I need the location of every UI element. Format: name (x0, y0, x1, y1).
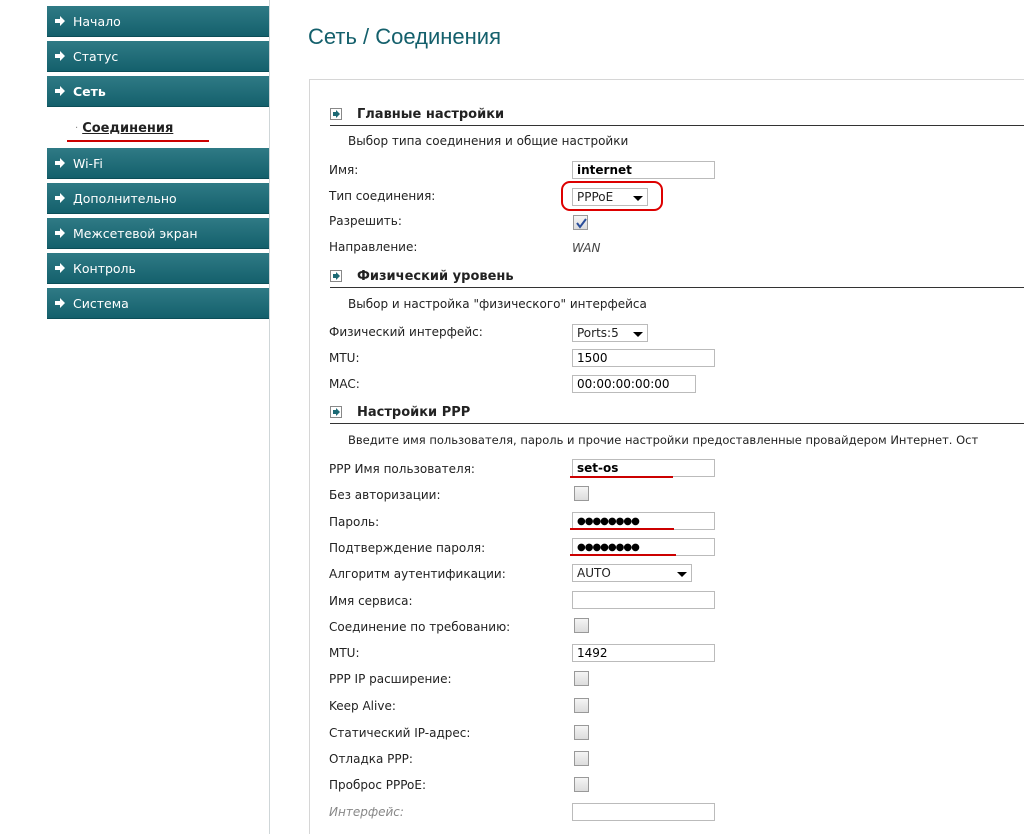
sidebar-subitem-label: Соединения (82, 120, 174, 136)
on-demand-label: Соединение по требованию: (329, 620, 511, 634)
chevron-down-icon (677, 572, 687, 577)
sidebar-divider (269, 0, 270, 834)
checkmark-icon (574, 216, 589, 231)
section-title: Физический уровень (357, 268, 514, 284)
on-demand-checkbox[interactable] (574, 618, 589, 633)
sidebar-subitem-connections[interactable] (47, 110, 269, 146)
section-description: Выбор и настройка "физического" интерфейса (348, 297, 647, 311)
static-ip-label: Статический IP-адрес: (329, 726, 471, 740)
auth-algorithm-value: AUTO (577, 566, 611, 580)
ppp-debug-label: Отладка PPP: (329, 752, 413, 766)
section-expand-icon (330, 108, 342, 120)
sidebar-item-label: Начало (73, 13, 121, 29)
enable-label: Разрешить: (329, 214, 402, 228)
sidebar-item-label: Статус (73, 48, 119, 64)
connection-type-value: PPPoE (577, 190, 614, 204)
section-description: Введите имя пользователя, пароль и прочие настройки предоставленные провайдером Интернет. Ост (348, 433, 979, 447)
physical-interface-label: Физический интерфейс: (329, 325, 483, 339)
mtu-input[interactable] (572, 349, 715, 367)
sidebar-item-firewall[interactable] (47, 218, 269, 249)
mtu-label: MTU: (329, 351, 360, 365)
sidebar-item-label: Система (73, 295, 129, 311)
sidebar-item-label: Межсетевой экран (73, 225, 198, 241)
keep-alive-label: Keep Alive: (329, 699, 396, 713)
arrow-right-icon (55, 86, 65, 96)
arrow-right-icon (55, 263, 65, 273)
arrow-right-icon (55, 51, 65, 61)
sidebar (47, 0, 271, 834)
section-description: Выбор типа соединения и общие настройки (348, 134, 629, 148)
arrow-right-icon (55, 298, 65, 308)
connection-type-label: Тип соединения: (329, 189, 436, 203)
chevron-down-icon (633, 332, 643, 337)
ppp-ip-ext-label: PPP IP расширение: (329, 672, 452, 686)
pppoe-passthrough-checkbox[interactable] (574, 777, 589, 792)
sidebar-item-control[interactable] (47, 253, 269, 284)
ppp-mtu-input[interactable] (572, 644, 715, 662)
enable-checkbox[interactable] (573, 215, 588, 230)
ppp-mtu-label: MTU: (329, 646, 360, 660)
sidebar-item-label: Wi-Fi (73, 155, 103, 171)
ppp-username-label: PPP Имя пользователя: (329, 462, 475, 476)
interface-label: Интерфейс: (329, 805, 404, 819)
ppp-ip-ext-checkbox[interactable] (574, 671, 589, 686)
physical-interface-value: Ports:5 (577, 326, 619, 340)
physical-interface-select[interactable] (572, 324, 648, 342)
service-name-label: Имя сервиса: (329, 594, 413, 608)
static-ip-checkbox[interactable] (574, 725, 589, 740)
pppoe-passthrough-label: Проброс PPPoE: (329, 778, 427, 792)
highlight-oval (561, 181, 663, 211)
section-title: Главные настройки (357, 106, 505, 122)
auth-algorithm-select[interactable] (572, 564, 692, 582)
section-expand-icon (330, 270, 342, 282)
bullet-icon: · (75, 122, 79, 134)
sidebar-item-advanced[interactable] (47, 183, 269, 214)
no-auth-checkbox[interactable] (574, 486, 589, 501)
auth-algorithm-label: Алгоритм аутентификации: (329, 567, 506, 581)
highlight-underline (570, 554, 676, 556)
section-ppp[interactable] (330, 401, 1024, 424)
section-title: Настройки PPP (357, 404, 471, 420)
section-physical[interactable] (330, 265, 1024, 288)
sidebar-item-status[interactable] (47, 41, 269, 72)
mac-label: MAC: (329, 377, 360, 391)
name-input[interactable] (572, 161, 715, 179)
page-title: Сеть / Соединения (308, 24, 502, 49)
section-expand-icon (330, 406, 342, 418)
sidebar-item-label: Дополнительно (73, 190, 177, 206)
no-auth-label: Без авторизации: (329, 488, 441, 502)
sidebar-item-label: Сеть (73, 83, 106, 99)
direction-value: WAN (572, 241, 601, 255)
direction-label: Направление: (329, 240, 418, 254)
arrow-right-icon (55, 193, 65, 203)
highlight-underline (67, 140, 209, 142)
interface-input[interactable] (572, 803, 715, 821)
sidebar-item-home[interactable] (47, 6, 269, 37)
highlight-underline (570, 528, 674, 530)
password-label: Пароль: (329, 515, 380, 529)
mac-input[interactable] (572, 375, 696, 393)
sidebar-item-network[interactable] (47, 76, 269, 107)
name-label: Имя: (329, 163, 359, 177)
sidebar-item-system[interactable] (47, 288, 269, 319)
service-name-input[interactable] (572, 591, 715, 609)
ppp-debug-checkbox[interactable] (574, 751, 589, 766)
highlight-underline (570, 476, 673, 478)
arrow-right-icon (55, 158, 65, 168)
arrow-right-icon (55, 228, 65, 238)
sidebar-item-label: Контроль (73, 260, 136, 276)
keep-alive-checkbox[interactable] (574, 698, 589, 713)
confirm-password-label: Подтверждение пароля: (329, 541, 486, 555)
arrow-right-icon (55, 16, 65, 26)
ppp-username-input[interactable] (572, 459, 715, 477)
section-main-settings[interactable] (330, 103, 1024, 126)
sidebar-item-wifi[interactable] (47, 148, 269, 179)
